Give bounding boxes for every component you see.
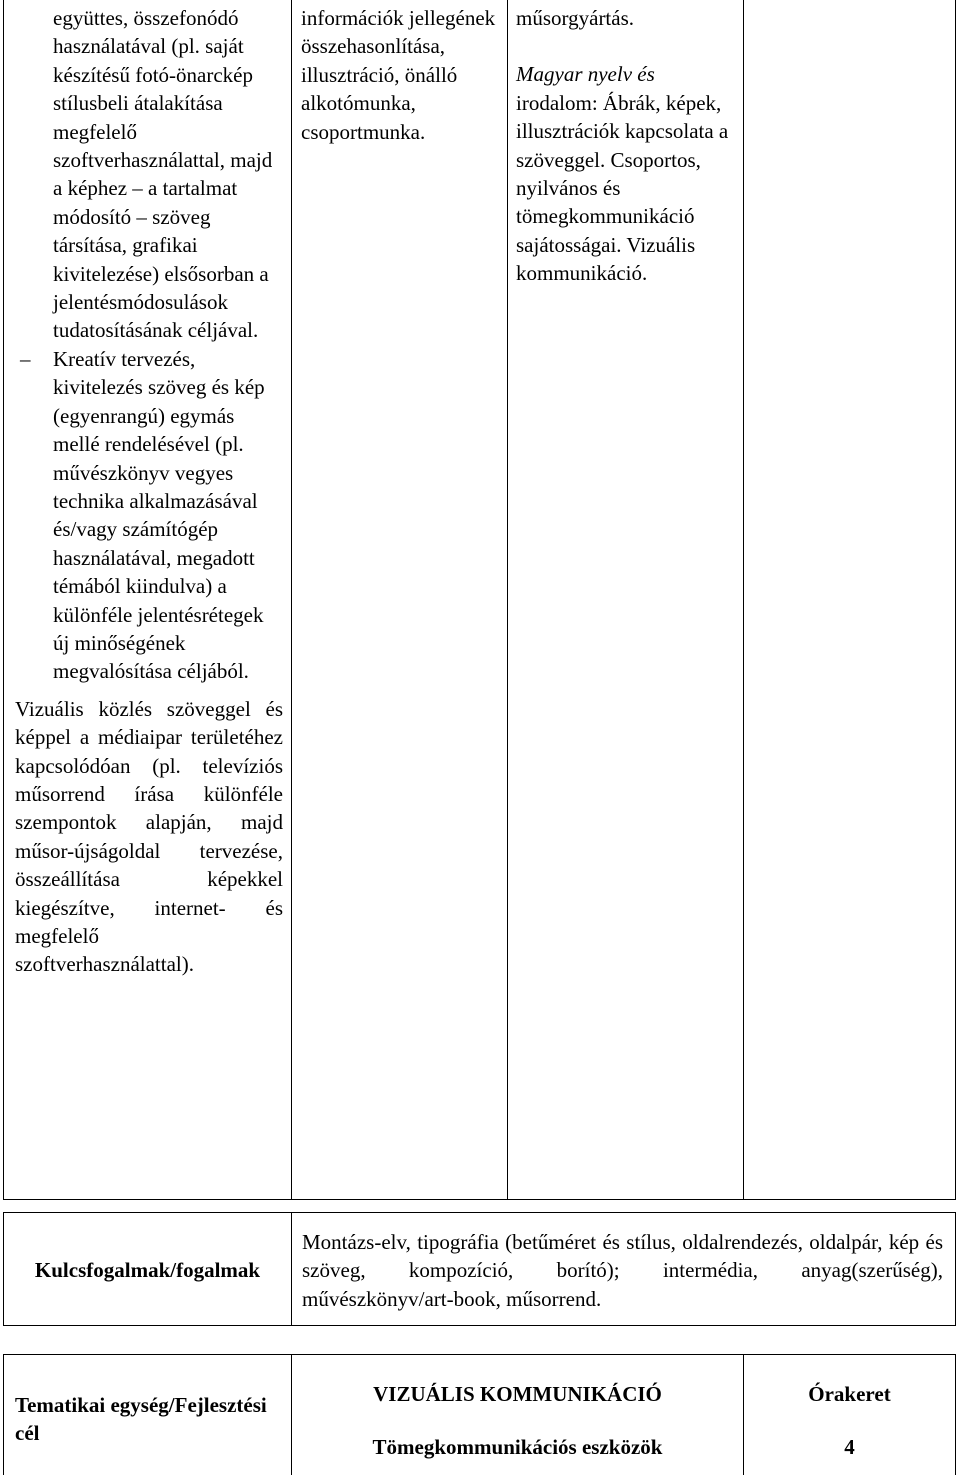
unit-title: Tömegkommunikációs eszközök [372,1435,663,1459]
keywords-text: Montázs-elv, tipográfia (betűméret és stílus, oldalrendezés, oldalpár, kép és szöveg, kompozíció, borító); intermédia, anyag(szerűség), művészkönyv/art-book, műsorrend. [302,1230,943,1311]
col1-paragraph: Vizuális közlés szöveggel és képpel a médiaipar területéhez kapcsolódóan (pl. televíziós műsorrend írása különféle szempontok alapján, majd műsor-újságoldal tervezése, összeállítása képekkel kiegészítve, internet- és megfelelő szoftverhasználattal). [15,696,283,977]
keywords-border-top [3,1212,956,1213]
table-border-left [3,0,4,1200]
footer-border-left [3,1354,4,1475]
table-border-col3 [743,0,744,1200]
keywords-border-right [955,1212,956,1326]
footer-border-top [3,1354,956,1355]
table-border-bottom [3,1199,956,1200]
continued-bullet-text: együttes, összefonódó használatával (pl. saját készítésű fotó-önarckép stílusbeli átalakítása megfelelő szoftverhasználattal, majd a képhez – a tartalmat módosító – szöveg társítása, grafikai kivitelezése) elsősorban a jelentésmódosulások tudatosításának céljával. [53,6,273,343]
table-border-col2 [507,0,508,1200]
col3-subject-note [516,60,736,287]
col3-top-text: műsorgyártás. [516,6,635,30]
hours-value: 4 [844,1435,855,1459]
thematic-unit-label: Tematikai egység/Fejlesztési cél [15,1393,267,1446]
bullet-list-item-continued [15,4,283,345]
keywords-border-mid [291,1212,292,1326]
hours-label: Órakeret [808,1382,891,1406]
table-border-right [955,0,956,1200]
col1-content [15,4,283,979]
bullet-text-kreativ: Kreatív tervezés, kivitelezés szöveg és kép (egyenrangú) egymás mellé rendelésével (pl. művészkönyv vegyes technika alkalmazásával és/vagy számítógép használatával, megadott témából kiindulva) a különféle jelentésrétegek új minőségének megvalósítása céljából. [53,346,265,684]
subject-title: VIZUÁLIS KOMMUNIKÁCIÓ [373,1382,662,1406]
col2-text: információk jellegének összehasonlítása, illusztráció, önálló alkotómunka, csoportmunka. [301,6,496,144]
keywords-border-bottom [3,1325,956,1326]
bullet-list-item-kreativ [15,345,283,686]
col3-subject-rest: irodalom: Ábrák, képek, illusztrációk kapcsolata a szöveggel. Csoportos, nyilvános és tömegkommunikáció sajátosságai. Vizuális kommunikáció. [516,90,729,286]
col2-content [301,4,497,146]
dash-bullet-marker: – [20,346,31,371]
col3-content [516,4,736,288]
keywords-label: Kulcsfogalmak/fogalmak [34,1258,261,1282]
table-border-col1 [291,0,292,1200]
footer-border-right [955,1354,956,1475]
col3-subject-italic: Magyar nyelv és [516,62,655,87]
